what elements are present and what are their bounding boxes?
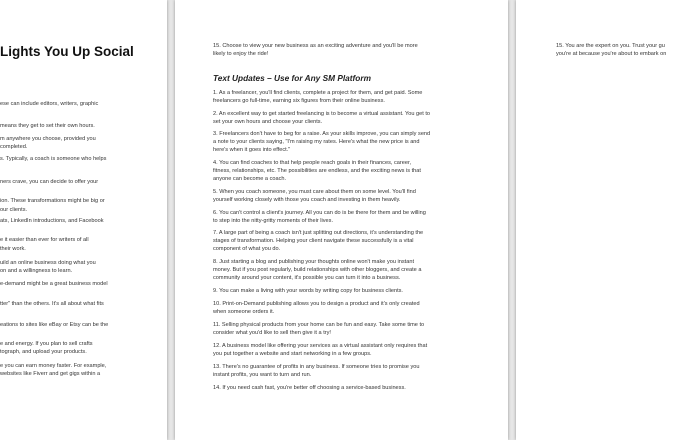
text-line: eations to sites like eBay or Etsy can be the bbox=[0, 322, 109, 328]
section-heading: Text Updates – Use for Any SM Platform bbox=[213, 73, 371, 83]
text-line: e you can earn money faster. For example, bbox=[0, 363, 107, 369]
text-line: 7. A large part of being a coach isn't just splitting out directions, it's understanding the bbox=[213, 230, 424, 236]
text-line: when someone orders it. bbox=[213, 309, 275, 315]
text-line: 2. An excellent way to get started freelancing is to become a virtual assistant. You get to bbox=[213, 111, 431, 117]
text-line: freelancers go full-time, earning six figures from their online business. bbox=[213, 98, 385, 104]
text-line: likely to enjoy the ride! bbox=[213, 51, 269, 57]
text-line: tograph, and upload your products. bbox=[0, 349, 87, 355]
text-line: completed. bbox=[0, 144, 28, 150]
text-line: ese can include editors, writers, graphic bbox=[0, 101, 99, 107]
text-line: e-demand might be a great business model bbox=[0, 281, 108, 287]
text-line: a note to your clients saying, "I'm raising my rates. Here's what the new price is and bbox=[213, 139, 420, 145]
text-line: fitness, relationships, etc. The possibilities are endless, and the exciting news is that bbox=[213, 168, 421, 174]
text-line: their work. bbox=[0, 246, 26, 252]
text-line: websites like Fiverr and get gigs within a bbox=[0, 371, 101, 377]
text-line: 10. Print-on-Demand publishing allows you to design a product and it's only created bbox=[213, 301, 420, 307]
text-line: 9. You can make a living with your words by writing copy for business clients. bbox=[213, 288, 403, 294]
text-line: to step into the nitty-gritty moments of their lives. bbox=[213, 218, 334, 224]
text-line: 14. If you need cash fast, you're better off choosing a service-based business. bbox=[213, 385, 406, 391]
text-line: ion. These transformations might be big or bbox=[0, 198, 105, 204]
text-line: 4. You can find coaches to that help people reach goals in their finances, career, bbox=[213, 160, 412, 166]
text-line: 15. Choose to view your new business as an exciting adventure and you'll be more bbox=[213, 43, 418, 49]
text-line: 12. A business model like offering your services as a virtual assistant only requires that bbox=[213, 343, 428, 349]
page-heading: Lights You Up Social bbox=[0, 44, 134, 59]
text-line: anyone can become a coach. bbox=[213, 176, 287, 182]
text-line: means they get to set their own hours. bbox=[0, 123, 95, 129]
text-line: e it easier than ever for writers of all bbox=[0, 237, 89, 243]
text-line: yourself working closely with those you coach and investing in them heavily. bbox=[213, 197, 401, 203]
text-line: money. But if you post regularly, build relationships with other bloggers, and create a bbox=[213, 267, 422, 273]
text-line: consider what you'd like to sell then give it a try! bbox=[213, 330, 331, 336]
text-line: 6. You can't control a client's journey. All you can do is be there for them and be willing bbox=[213, 210, 426, 216]
text-line: 5. When you coach someone, you must care about them on some level. You'll find bbox=[213, 189, 416, 195]
text-line: instant profits, you want to turn and run. bbox=[213, 372, 312, 378]
text-line: e and energy. If you plan to sell crafts bbox=[0, 341, 93, 347]
document-page-right bbox=[516, 0, 684, 440]
text-line: ners crave, you can decide to offer your bbox=[0, 179, 99, 185]
text-line: component of what you do. bbox=[213, 246, 281, 252]
text-line: our clients. bbox=[0, 207, 28, 213]
text-line: set your own hours and choose your clients. bbox=[213, 119, 323, 125]
document-page-left bbox=[0, 0, 167, 440]
text-line: you put together a website and start networking in a few groups. bbox=[213, 351, 372, 357]
text-line: here's when it goes into effect." bbox=[213, 147, 291, 153]
text-line: you're at because you're about to embark on bbox=[556, 51, 667, 57]
text-line: 3. Freelancers don't have to beg for a raise. As your skills improve, you can simply send bbox=[213, 131, 431, 137]
text-line: on and a willingness to learn. bbox=[0, 268, 73, 274]
document-page-middle bbox=[175, 0, 508, 440]
text-line: 13. There's no guarantee of profits in any business. If someone tries to promise you bbox=[213, 364, 420, 370]
text-line: 11. Selling physical products from your home can be fun and easy. Take some time to bbox=[213, 322, 425, 328]
text-line: community around your content, it's possible you can turn it into a business. bbox=[213, 275, 401, 281]
text-line: tter" than the others. It's all about what fits bbox=[0, 301, 104, 307]
text-line: ats, LinkedIn introductions, and Facebook bbox=[0, 218, 104, 224]
text-line: uild an online business doing what you bbox=[0, 260, 96, 266]
text-line: m anywhere you choose, provided you bbox=[0, 136, 96, 142]
text-line: stages of transformation. Helping your client navigate these successfully is a vital bbox=[213, 238, 414, 244]
text-line: s. Typically, a coach is someone who helps bbox=[0, 156, 107, 162]
text-line: 15. You are the expert on you. Trust your gu bbox=[556, 43, 665, 49]
text-line: 8. Just starting a blog and publishing your thoughts online won't make you instant bbox=[213, 259, 415, 265]
text-line: 1. As a freelancer, you'll find clients, complete a project for them, and get paid. Some bbox=[213, 90, 423, 96]
